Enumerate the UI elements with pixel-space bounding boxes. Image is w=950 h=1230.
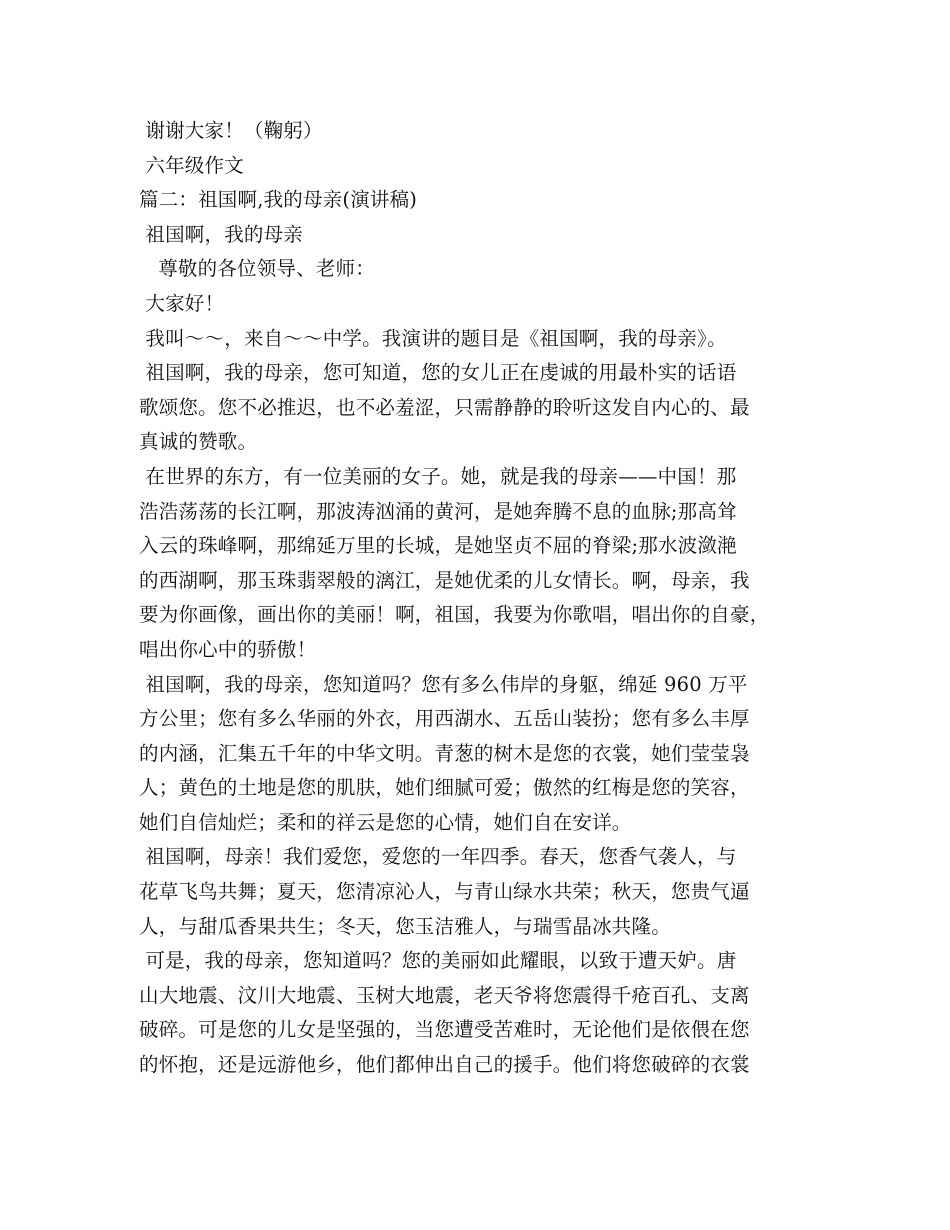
text-line: 尊敬的各位领导、老师： xyxy=(139,257,375,281)
text-line: 我叫～～，来自～～中学。我演讲的题目是《祖国啊，我的母亲》。 xyxy=(139,326,727,350)
text-line: 要为你画像，画出你的美丽！啊，祖国，我要为你歌唱，唱出你的自豪， xyxy=(139,603,770,627)
section-heading: 篇二：祖国啊,我的母亲(演讲稿) xyxy=(139,188,418,212)
text-line: 可是，我的母亲，您知道吗？您的美丽如此耀眼，以致于遭天妒。唐 xyxy=(139,949,737,973)
text-line: 人，与甜瓜香果共生；冬天，您玉洁雅人，与瑞雪晶冰共隆。 xyxy=(139,914,671,938)
text-line: 祖国啊，母亲！我们爱您，爱您的一年四季。春天，您香气袭人，与 xyxy=(139,845,737,869)
text-line: 破碎。可是您的儿女是坚强的，当您遭受苦难时，无论他们是依偎在您 xyxy=(139,1018,750,1042)
text-line: 唱出你心中的骄傲！ xyxy=(139,637,317,661)
text-line: 祖国啊，我的母亲，您知道吗？您有多么伟岸的身躯，绵延 960 万平 xyxy=(139,672,748,696)
text-line: 山大地震、汶川大地震、玉树大地震，老天爷将您震得千疮百孔、支离 xyxy=(139,983,750,1007)
text-line: 的怀抱，还是远游他乡，他们都伸出自己的援手。他们将您破碎的衣裳 xyxy=(139,1053,750,1077)
text-line: 她们自信灿烂；柔和的祥云是您的心情，她们自在安详。 xyxy=(139,810,632,834)
document-body xyxy=(139,114,819,1083)
text-line: 歌颂您。您不必推迟，也不必羞涩，只需静静的聆听这发自内心的、最 xyxy=(139,395,750,419)
text-line: 方公里；您有多么华丽的外衣，用西湖水、五岳山装扮；您有多么丰厚 xyxy=(139,707,750,731)
text-line: 在世界的东方，有一位美丽的女子。她，就是我的母亲——中国！那 xyxy=(139,464,737,488)
text-line: 的西湖啊，那玉珠翡翠般的漓江，是她优柔的儿女情长。啊，母亲，我 xyxy=(139,568,750,592)
text-line: 花草飞鸟共舞；夏天，您清凉沁人，与青山绿水共荣；秋天，您贵气逼 xyxy=(139,880,750,904)
text-line: 谢谢大家！（鞠躬） xyxy=(139,119,323,142)
text-line: 浩浩荡荡的长江啊，那波涛汹涌的黄河，是她奔腾不息的血脉;那高耸 xyxy=(139,499,737,523)
text-line: 大家好！ xyxy=(139,291,225,315)
text-line: 人；黄色的土地是您的肌肤，她们细腻可爱；傲然的红梅是您的笑容， xyxy=(139,776,750,800)
text-line: 真诚的赞歌。 xyxy=(139,430,258,454)
text-line: 入云的珠峰啊，那绵延万里的长城，是她坚贞不屈的脊梁;那水波潋滟 xyxy=(139,534,737,558)
text-line: 六年级作文 xyxy=(139,153,244,177)
text-line: 的内涵，汇集五千年的中华文明。青葱的树木是您的衣裳，她们莹莹袅 xyxy=(139,741,750,765)
speech-title: 祖国啊，我的母亲 xyxy=(139,222,303,246)
text-line: 祖国啊，我的母亲，您可知道，您的女儿正在虔诚的用最朴实的话语 xyxy=(139,361,737,385)
